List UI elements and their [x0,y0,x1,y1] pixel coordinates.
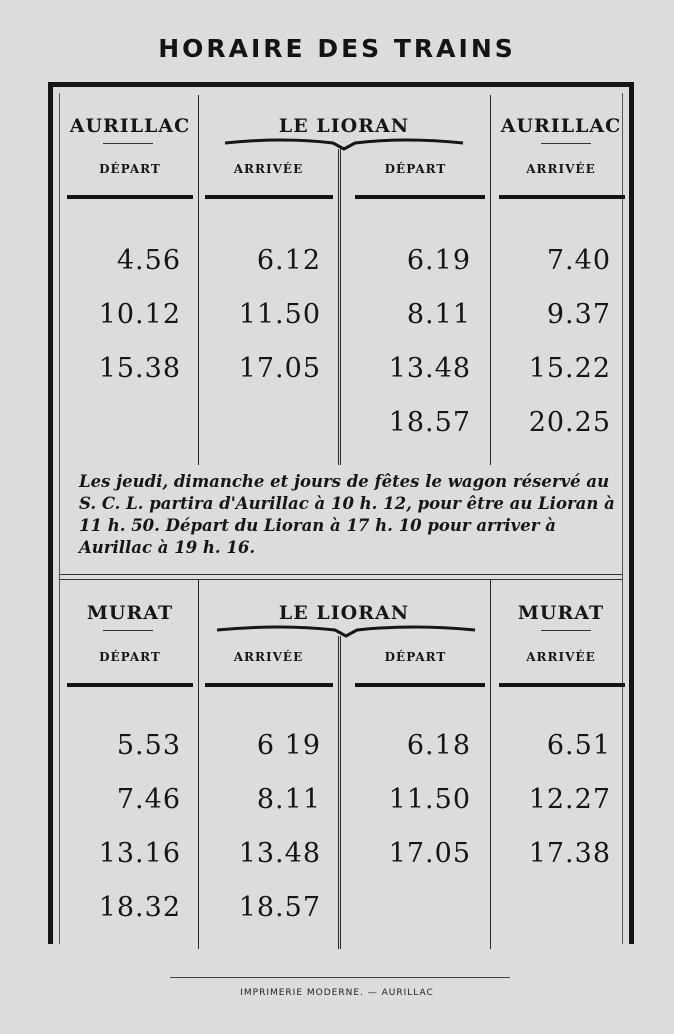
time-cell: 13.48 [388,353,471,384]
column-divider [198,580,199,949]
printer-imprint: IMPRIMERIE MODERNE. — AURILLAC [240,988,434,998]
time-cell: 4.56 [116,245,181,276]
time-cell: 13.48 [238,838,321,869]
header-rule [205,195,333,199]
time-cell: 17.05 [238,353,321,384]
time-cell: 6.18 [406,730,471,761]
header-underline [541,630,591,631]
column-divider [490,580,491,949]
time-cell: 6.12 [256,245,321,276]
time-cell: 7.46 [116,784,181,815]
time-cell: 15.38 [98,353,181,384]
brace-ornament [215,622,477,638]
subheader-arrivee: ARRIVÉE [233,650,304,664]
header-rule [67,195,193,199]
time-cell: 6.19 [406,245,471,276]
timetable-frame [48,82,634,944]
subheader-arrivee: ARRIVÉE [526,650,596,664]
section-separator [59,574,623,575]
time-cell: 18.32 [98,892,181,923]
brace-ornament [223,135,465,151]
column-divider [198,95,199,465]
time-cell: 7.40 [546,245,611,276]
time-cell: 10.12 [98,299,181,330]
time-cell: 6.51 [546,730,611,761]
time-cell: 11.50 [238,299,321,330]
time-cell: 13.16 [98,838,181,869]
header-underline [103,630,153,631]
header-rule [499,683,625,687]
time-cell: 18.57 [238,892,321,923]
special-service-note: Les jeudi, dimanche et jours de fêtes le wagon réservé au S. C. L. partira d'Aurillac à 10 h. 12, pour être au Lioran à 11 h. 50. Départ du Lioran à 17 h. 10 pour arriver à Aurillac à 19 h. 16. [79,472,615,557]
header-origin: MURAT [86,602,174,624]
column-divider [490,95,491,465]
timetable-aurillac [53,87,629,465]
header-rule [205,683,333,687]
timetable-murat [53,580,629,949]
time-cell: 17.05 [388,838,471,869]
header-rule [499,195,625,199]
page-title: HORAIRE DES TRAINS [158,34,516,63]
header-destination: AURILLAC [500,115,622,137]
subheader-depart: DÉPART [99,162,161,176]
header-origin: AURILLAC [69,115,191,137]
time-cell: 9.37 [546,299,611,330]
header-underline [541,143,591,144]
time-cell: 5.53 [116,730,181,761]
subheader-depart: DÉPART [99,650,161,664]
header-rule [355,683,485,687]
header-middle: LE LIORAN [278,115,410,137]
time-cell: 8.11 [256,784,321,815]
subheader-depart: DÉPART [384,162,447,176]
header-middle: LE LIORAN [278,602,410,624]
column-divider-double [338,636,341,949]
time-cell: 8.11 [406,299,471,330]
subheader-arrivee: ARRIVÉE [526,162,596,176]
time-cell: 15.22 [528,353,611,384]
footer-rule [170,977,510,978]
subheader-depart: DÉPART [384,650,447,664]
time-cell: 12.27 [528,784,611,815]
header-rule [67,683,193,687]
header-underline [103,143,153,144]
subheader-arrivee: ARRIVÉE [233,162,304,176]
header-destination: MURAT [517,602,605,624]
time-cell: 6 19 [256,730,321,761]
time-cell: 17.38 [528,838,611,869]
header-rule [355,195,485,199]
time-cell: 18.57 [388,407,471,438]
column-divider-double [338,149,341,465]
time-cell: 11.50 [388,784,471,815]
time-cell: 20.25 [528,407,611,438]
